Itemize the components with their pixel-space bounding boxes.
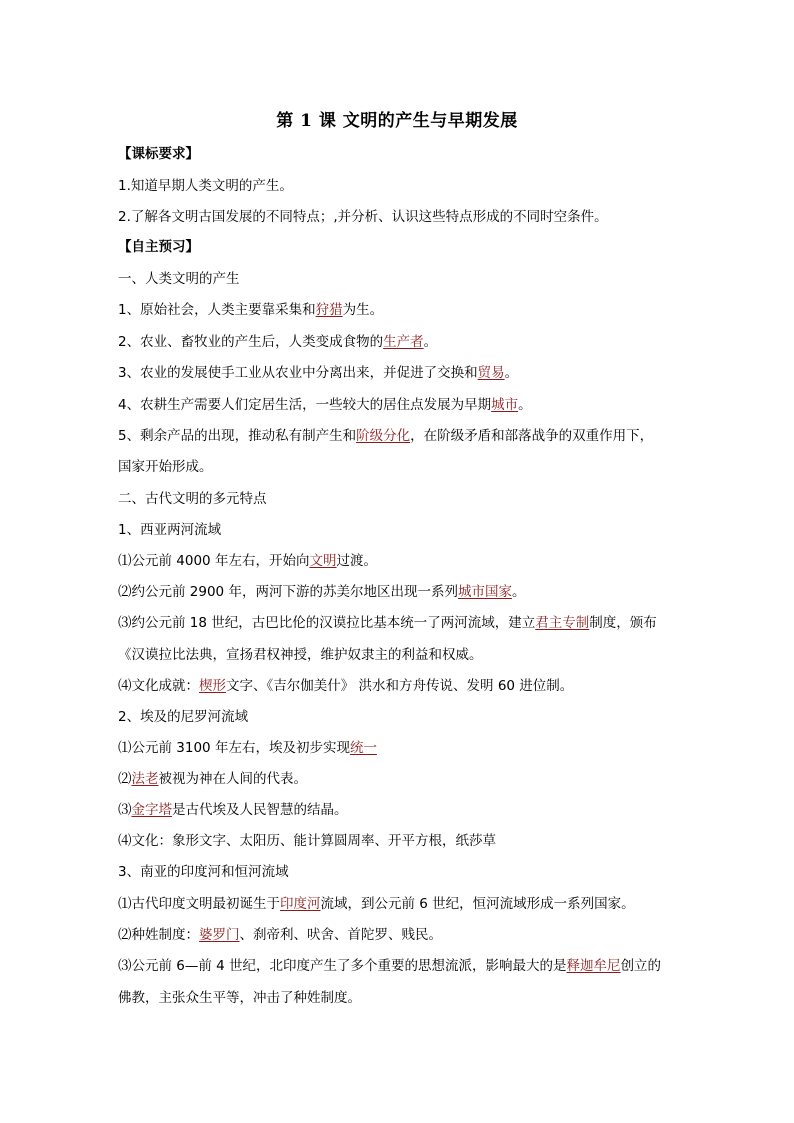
answer-underline: 阶级分化 [356, 428, 411, 444]
page-title: 第 1 课 文明的产生与早期发展 [276, 111, 518, 131]
answer-underline: 印度河 [280, 896, 321, 912]
paragraph-continuation: 国家开始形成。 [118, 459, 213, 475]
text: ⑶ [118, 802, 132, 818]
text: 是古代埃及人民智慧的结晶。 [172, 802, 348, 818]
paragraph-item [118, 770, 688, 788]
paragraph-item: ⑷文化：象形文字、太阳历、能计算圆周率、开平方根，纸莎草 [118, 833, 496, 849]
text: 。 [504, 365, 519, 381]
text: ⑶公元前 6—前 4 世纪，北印度产生了多个重要的思想流派，影响最大的是 [118, 958, 567, 974]
text: ，在阶级矛盾和部落战争的双重作用下， [410, 428, 654, 444]
text: ⑵种姓制度： [118, 927, 199, 943]
text: ⑵约公元前 2900 年，两河下游的苏美尔地区出现一系列 [118, 584, 458, 600]
answer-underline: 城市国家 [457, 584, 512, 600]
text: ⑷文化成就： [118, 678, 199, 694]
subheading-west-asia: 1、西亚两河流域 [118, 522, 222, 538]
section-heading-requirements: 【课标要求】 [118, 146, 199, 162]
paragraph-item [118, 957, 688, 975]
answer-underline: 生产者 [383, 334, 424, 350]
paragraph-item [118, 301, 688, 319]
subheading-egypt: 2、埃及的尼罗河流域 [118, 709, 249, 725]
text: 4、农耕生产需要人们定居生活，一些较大的居住点发展为早期 [118, 397, 492, 413]
paragraph-continuation: 佛教，主张众生平等，冲击了种姓制度。 [118, 990, 361, 1006]
text: 制度，颁布 [589, 615, 657, 631]
paragraph-item [118, 895, 688, 913]
paragraph-item [118, 364, 688, 382]
heading-diverse-features: 二、古代文明的多元特点 [118, 491, 267, 507]
paragraph-item [118, 801, 688, 819]
paragraph-item [118, 583, 688, 601]
paragraph-item [118, 396, 688, 414]
paragraph-continuation: 《汉谟拉比法典，宣扬君权神授，维护奴隶主的利益和权威。 [118, 647, 483, 663]
heading-civilization-origin: 一、人类文明的产生 [118, 271, 240, 287]
paragraph-item [118, 614, 688, 632]
text: 2、农业、畜牧业的产生后，人类变成食物的 [118, 334, 384, 350]
text: 被视为神在人间的代表。 [158, 771, 307, 787]
paragraph-item [118, 739, 688, 757]
answer-underline: 释迦牟尼 [566, 958, 621, 974]
answer-underline: 法老 [131, 771, 159, 787]
text: ⑶约公元前 18 世纪，古巴比伦的汉谟拉比基本统一了两河流域，建立 [118, 615, 536, 631]
answer-underline: 狩猎 [315, 302, 343, 318]
text: ⑵ [118, 771, 132, 787]
answer-underline: 城市 [491, 397, 519, 413]
text: ⑴公元前 4000 年左右，开始向 [118, 553, 310, 569]
text: ⑴古代印度文明最初诞生于 [118, 896, 280, 912]
text: 。 [518, 397, 532, 413]
answer-underline: 统一 [349, 740, 377, 756]
answer-underline: 文明 [309, 553, 337, 569]
answer-underline: 贸易 [477, 365, 505, 381]
requirement-2: 2.了解各文明古国发展的不同特点；,并分析、认识这些特点形成的不同时空条件。 [118, 209, 608, 225]
paragraph-item [118, 677, 688, 695]
answer-underline: 金字塔 [131, 802, 172, 818]
text: 过渡。 [336, 553, 377, 569]
text: 、刹帝利、吠舍、首陀罗、贱民。 [239, 927, 442, 943]
answer-underline: 婆罗门 [199, 927, 240, 943]
text: 为生。 [342, 302, 384, 318]
answer-underline: 楔形 [199, 678, 226, 694]
text: 3、农业的发展使手工业从农业中分离出来，并促进了交换和 [118, 365, 478, 381]
paragraph-item [118, 552, 688, 570]
text: 。 [511, 584, 526, 600]
paragraph-item [118, 427, 688, 445]
text: 。 [423, 334, 438, 350]
text: 1、原始社会，人类主要靠采集和 [118, 302, 316, 318]
section-heading-preview: 【自主预习】 [118, 239, 199, 255]
requirement-1: 1.知道早期人类文明的产生。 [118, 178, 293, 194]
text: 创立的 [620, 958, 662, 974]
paragraph-item [118, 926, 688, 944]
text: 流域，到公元前 6 世纪，恒河流域形成一系列国家。 [320, 896, 635, 912]
paragraph-item [118, 333, 688, 351]
text: ⑴公元前 3100 年左右，埃及初步实现 [118, 740, 350, 756]
subheading-india: 3、南亚的印度河和恒河流域 [118, 864, 289, 880]
text: 5、剩余产品的出现，推动私有制产生和 [118, 428, 357, 444]
text: 文字、《吉尔伽美什》 洪水和方舟传说、发明 60 进位制。 [226, 678, 574, 694]
answer-underline: 君主专制 [535, 615, 590, 631]
